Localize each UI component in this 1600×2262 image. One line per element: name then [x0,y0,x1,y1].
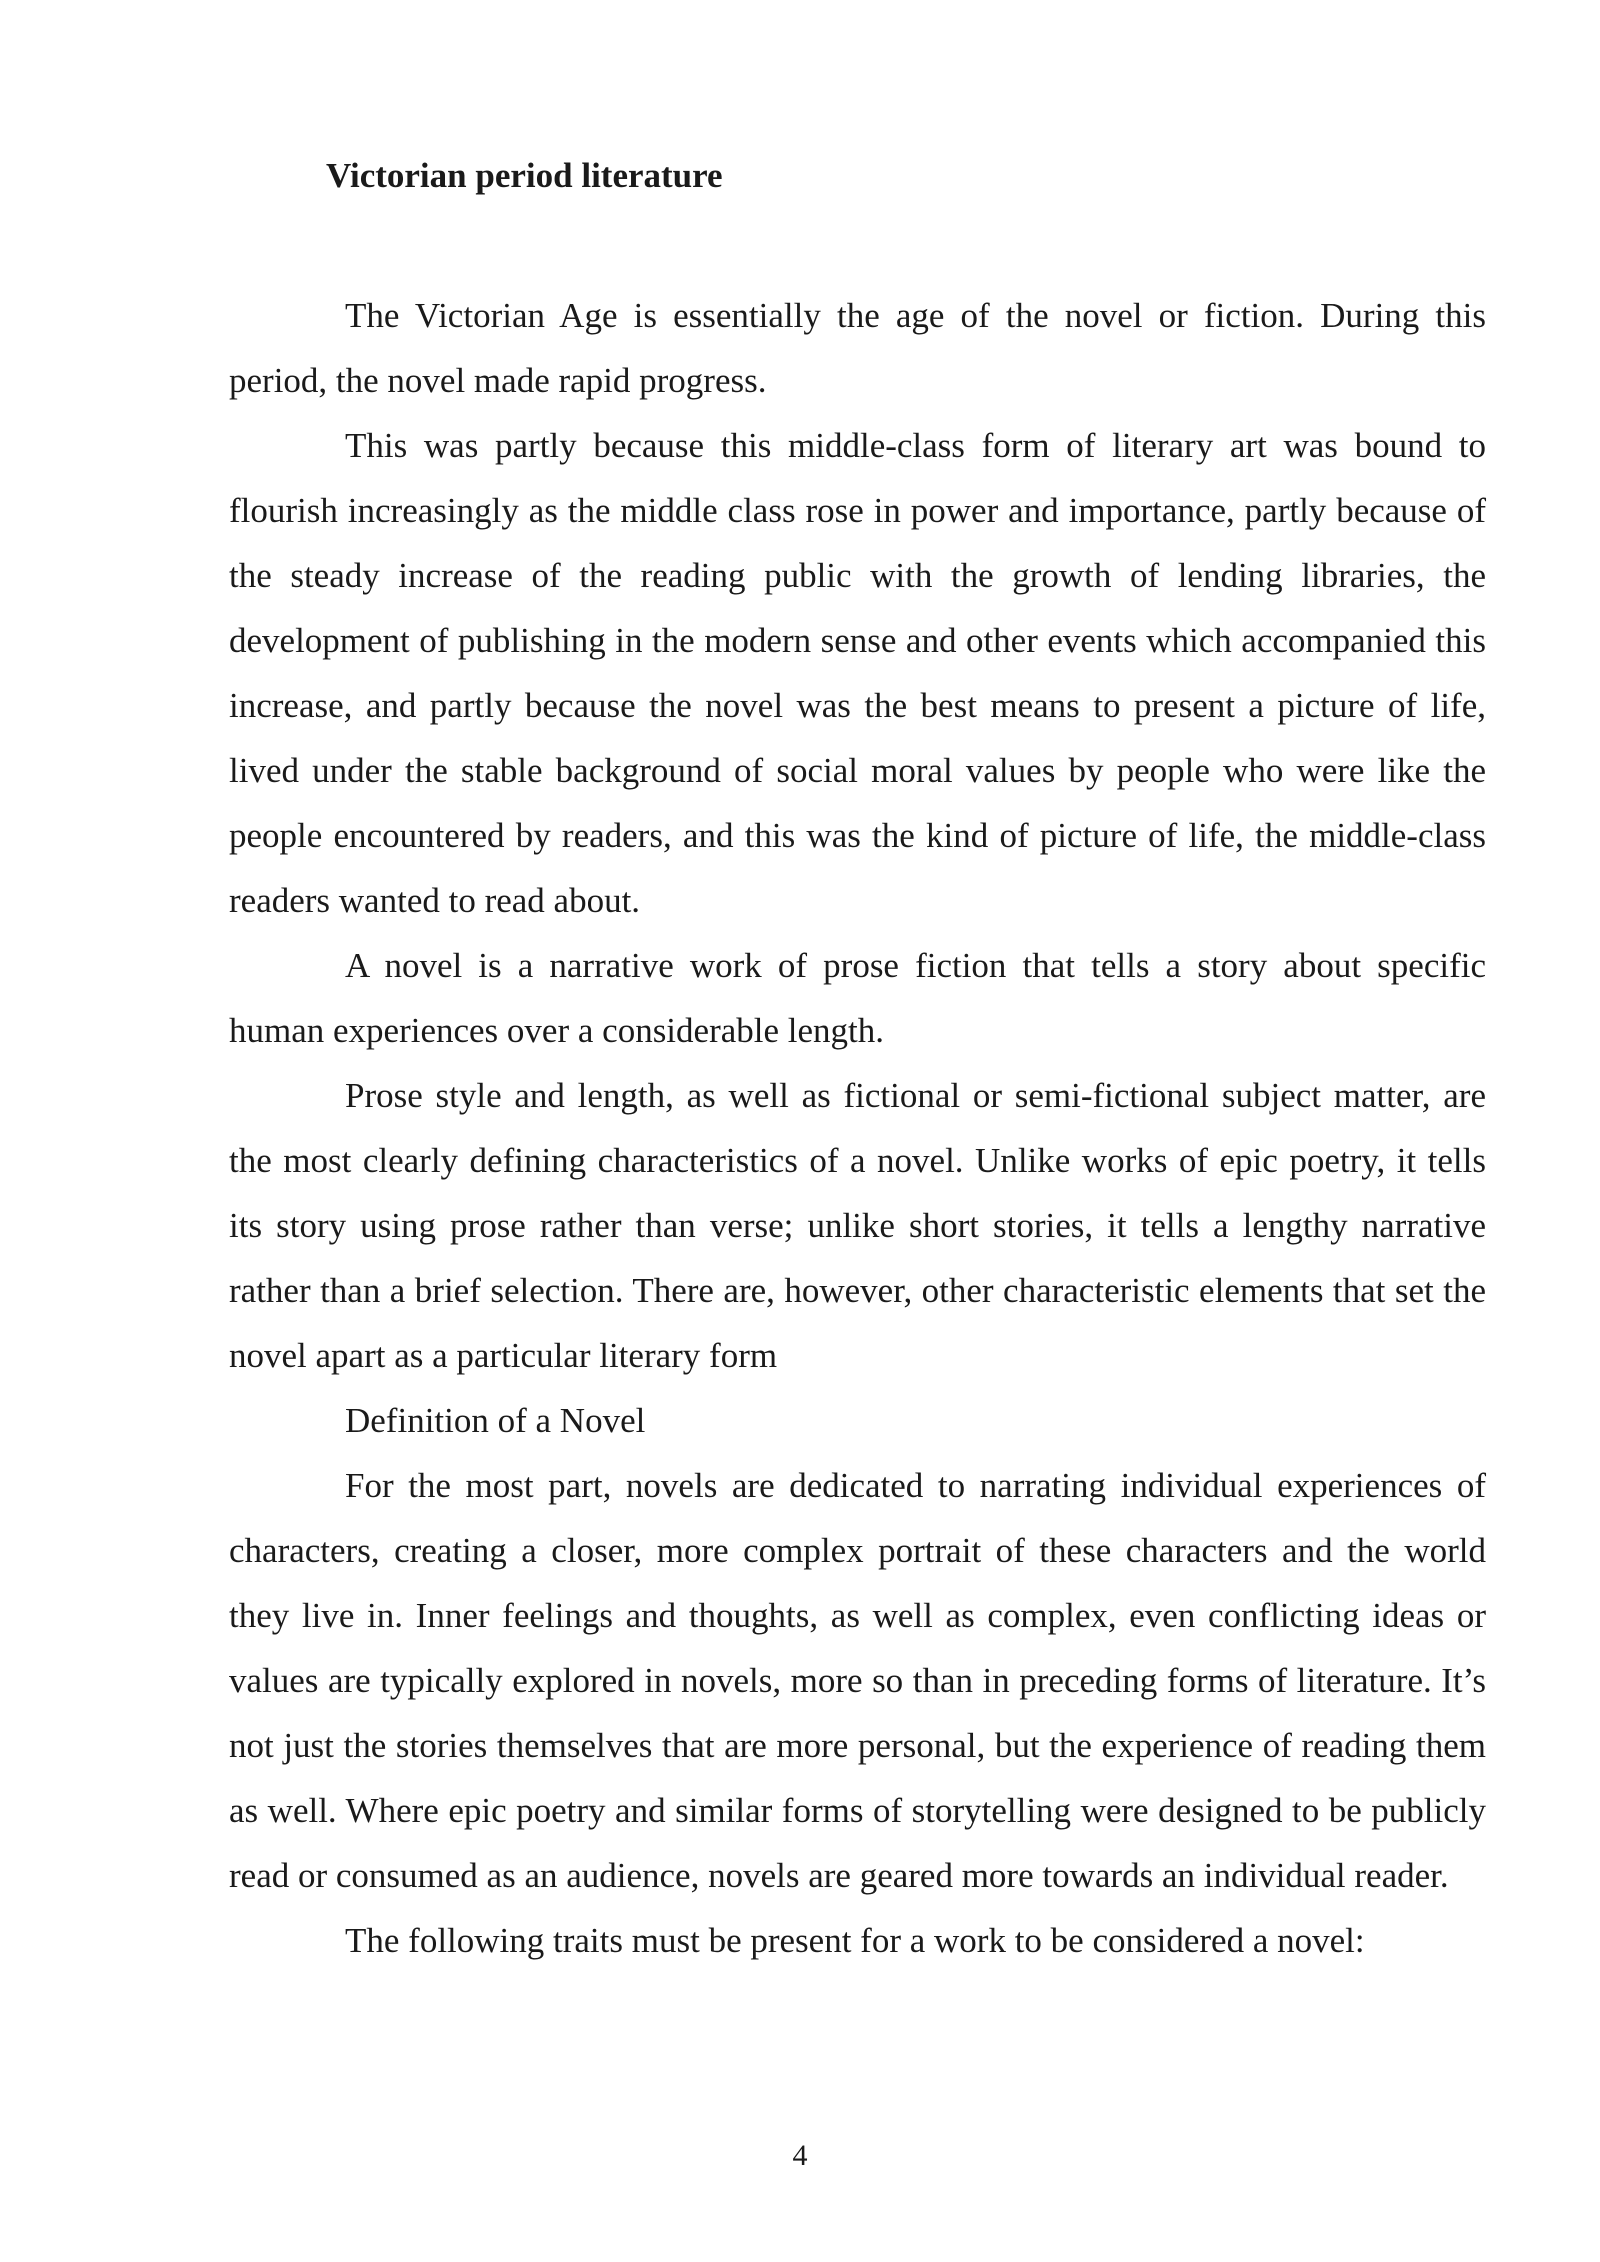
paragraph-prose-style: Prose style and length, as well as fictional or semi-fictional subject matter, are the most clearly defining characteristics of a novel. Unlike works of epic poetry, it tells its story using prose rather than verse; unlike short stories, it tells a lengthy narrative rather than a brief selection. There are, however, other characteristic elements that set the novel apart as a particular literary form [229,1076,1486,1375]
section-heading: Victorian period literature [326,156,723,195]
body-text [229,283,1486,1973]
paragraph-individual-experiences: For the most part, novels are dedicated to narrating individual experiences of characters, creating a closer, more complex portrait of these characters and the world they live in. Inner feelings and thoughts, as well as complex, even conflicting ideas or values are typically explored in novels, more so than in preceding forms of literature. It’s not just the stories themselves that are more personal, but the experience of reading them as well. Where epic poetry and similar forms of storytelling were designed to be publicly read or consumed as an audience, novels are geared more towards an individual reader. [229,1466,1486,1895]
paragraph-middle-class: This was partly because this middle-class form of literary art was bound to flourish increasingly as the middle class rose in power and importance, partly because of the steady increase of the reading public with the growth of lending libraries, the development of publishing in the modern sense and other events which accompanied this increase, and partly because the novel was the best means to present a picture of life, lived under the stable background of social moral values by people who were like the people encountered by readers, and this was the kind of picture of life, the middle-class readers wanted to read about. [229,426,1486,920]
paragraph-novel-narrative: A novel is a narrative work of prose fiction that tells a story about specific human experiences over a considerable length. [229,946,1486,1050]
paragraph-definition-subheading: Definition of a Novel [345,1401,646,1440]
paragraph-traits-intro: The following traits must be present for a work to be considered a novel: [345,1921,1365,1960]
page-number: 4 [792,2139,808,2172]
paragraph-victorian-age: The Victorian Age is essentially the age of the novel or fiction. During this period, the novel made rapid progress. [229,296,1486,400]
